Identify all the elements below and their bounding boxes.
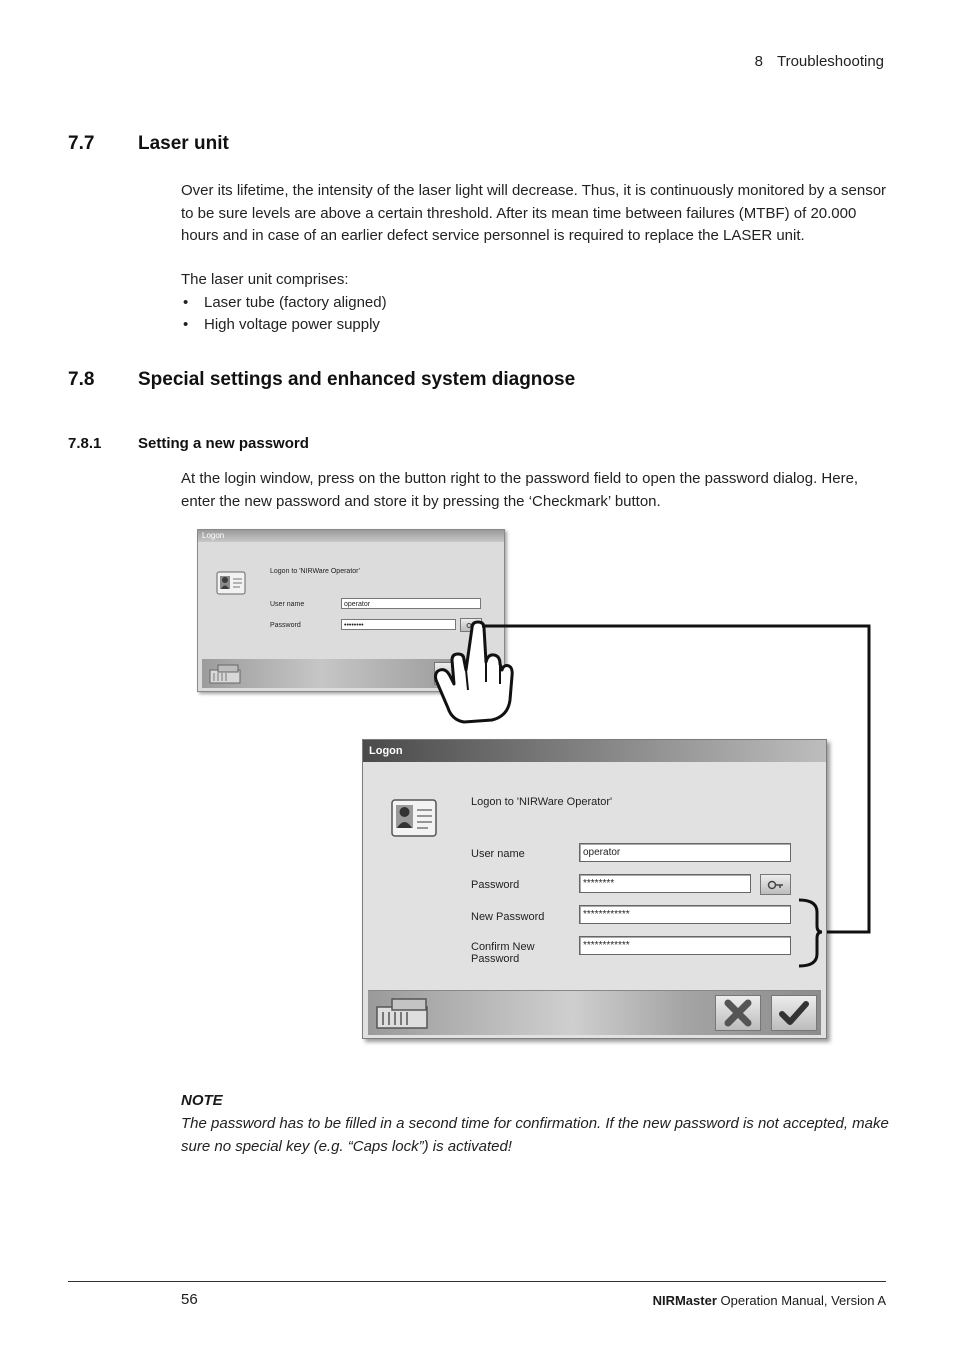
section-title: Laser unit (138, 133, 229, 154)
window-title: Logon (363, 740, 826, 762)
laser-unit-list-block (181, 269, 891, 337)
paragraph-text: At the login window, press on the button right to the password field to open the password dialog. Here, enter the new password and store it by pressing the ‘Checkmark’ button. (181, 470, 859, 510)
section-number: 7.8.1 (68, 435, 102, 452)
product-name: NIRMaster (652, 1293, 717, 1308)
instrument-icon (208, 662, 248, 685)
page-number: 56 (181, 1291, 198, 1308)
username-input[interactable]: operator (341, 598, 481, 609)
checkmark-icon (778, 999, 810, 1027)
section-heading-7-8-1 (68, 435, 868, 455)
id-card-icon (391, 798, 437, 838)
window-title: Logon (198, 530, 504, 542)
logon-prompt: Logon to 'NIRWare Operator' (471, 796, 613, 808)
new-password-label: New Password (471, 911, 545, 923)
dialog-footer-bar (368, 990, 821, 1035)
confirm-button[interactable] (771, 995, 817, 1031)
chapter-title: Troubleshooting (776, 53, 884, 70)
x-icon (723, 999, 753, 1027)
footer-rule (68, 1281, 886, 1282)
password-label: Password (270, 622, 301, 629)
password-input[interactable]: •••••••• (341, 619, 456, 630)
section-heading-7-8 (68, 369, 868, 393)
running-header (755, 53, 884, 70)
password-input[interactable]: ******** (579, 874, 751, 893)
section-number: 7.7 (68, 133, 95, 154)
note-heading: NOTE (181, 1092, 223, 1109)
note-text: The password has to be filled in a second time for confirmation. If the new password is not accepted, make sure no special key (e.g. “Caps lock”) is activated! (181, 1115, 889, 1155)
section-number: 7.8 (68, 369, 95, 390)
chapter-number: 8 (754, 53, 763, 70)
bracket-marker (795, 898, 825, 968)
list-item: • High voltage power supply (181, 314, 891, 337)
username-label: User name (471, 848, 525, 860)
footer-title (653, 1293, 886, 1308)
id-card-icon (216, 571, 246, 595)
instrument-icon (374, 995, 440, 1031)
confirm-label-line: Confirm New (471, 941, 535, 953)
section-title: Special settings and enhanced system diagnose (138, 369, 576, 390)
cancel-button[interactable] (715, 995, 761, 1031)
bullet-list (181, 292, 891, 337)
document-title: Operation Manual, Version A (716, 1293, 886, 1308)
list-intro: The laser unit comprises: (181, 271, 349, 288)
logon-dialog-large (362, 739, 827, 1039)
section-heading-7-7 (68, 133, 868, 157)
username-label: User name (270, 601, 305, 608)
new-password-input[interactable]: ************ (579, 905, 791, 924)
list-item: • Laser tube (factory aligned) (181, 292, 891, 315)
password-label: Password (471, 879, 520, 891)
change-password-button[interactable] (760, 874, 791, 895)
laser-unit-paragraph (181, 180, 891, 248)
confirm-password-input[interactable]: ************ (579, 936, 791, 955)
paragraph-text: Over its lifetime, the intensity of the laser light will decrease. Thus, it is continuously monitored by a sensor to be sure levels are above a certain threshold. After its mean time between failures (MTBF) of 20.000 hours and in case of an earlier defect service personnel is required to replace the LASER unit. (181, 182, 887, 244)
section-title: Setting a new password (138, 435, 309, 452)
confirm-password-label (471, 941, 535, 965)
key-icon (767, 878, 785, 892)
username-input[interactable]: operator (579, 843, 791, 862)
logon-prompt: Logon to 'NIRWare Operator' (270, 568, 360, 575)
confirm-label-line: Password (471, 953, 520, 965)
password-paragraph (181, 468, 891, 513)
